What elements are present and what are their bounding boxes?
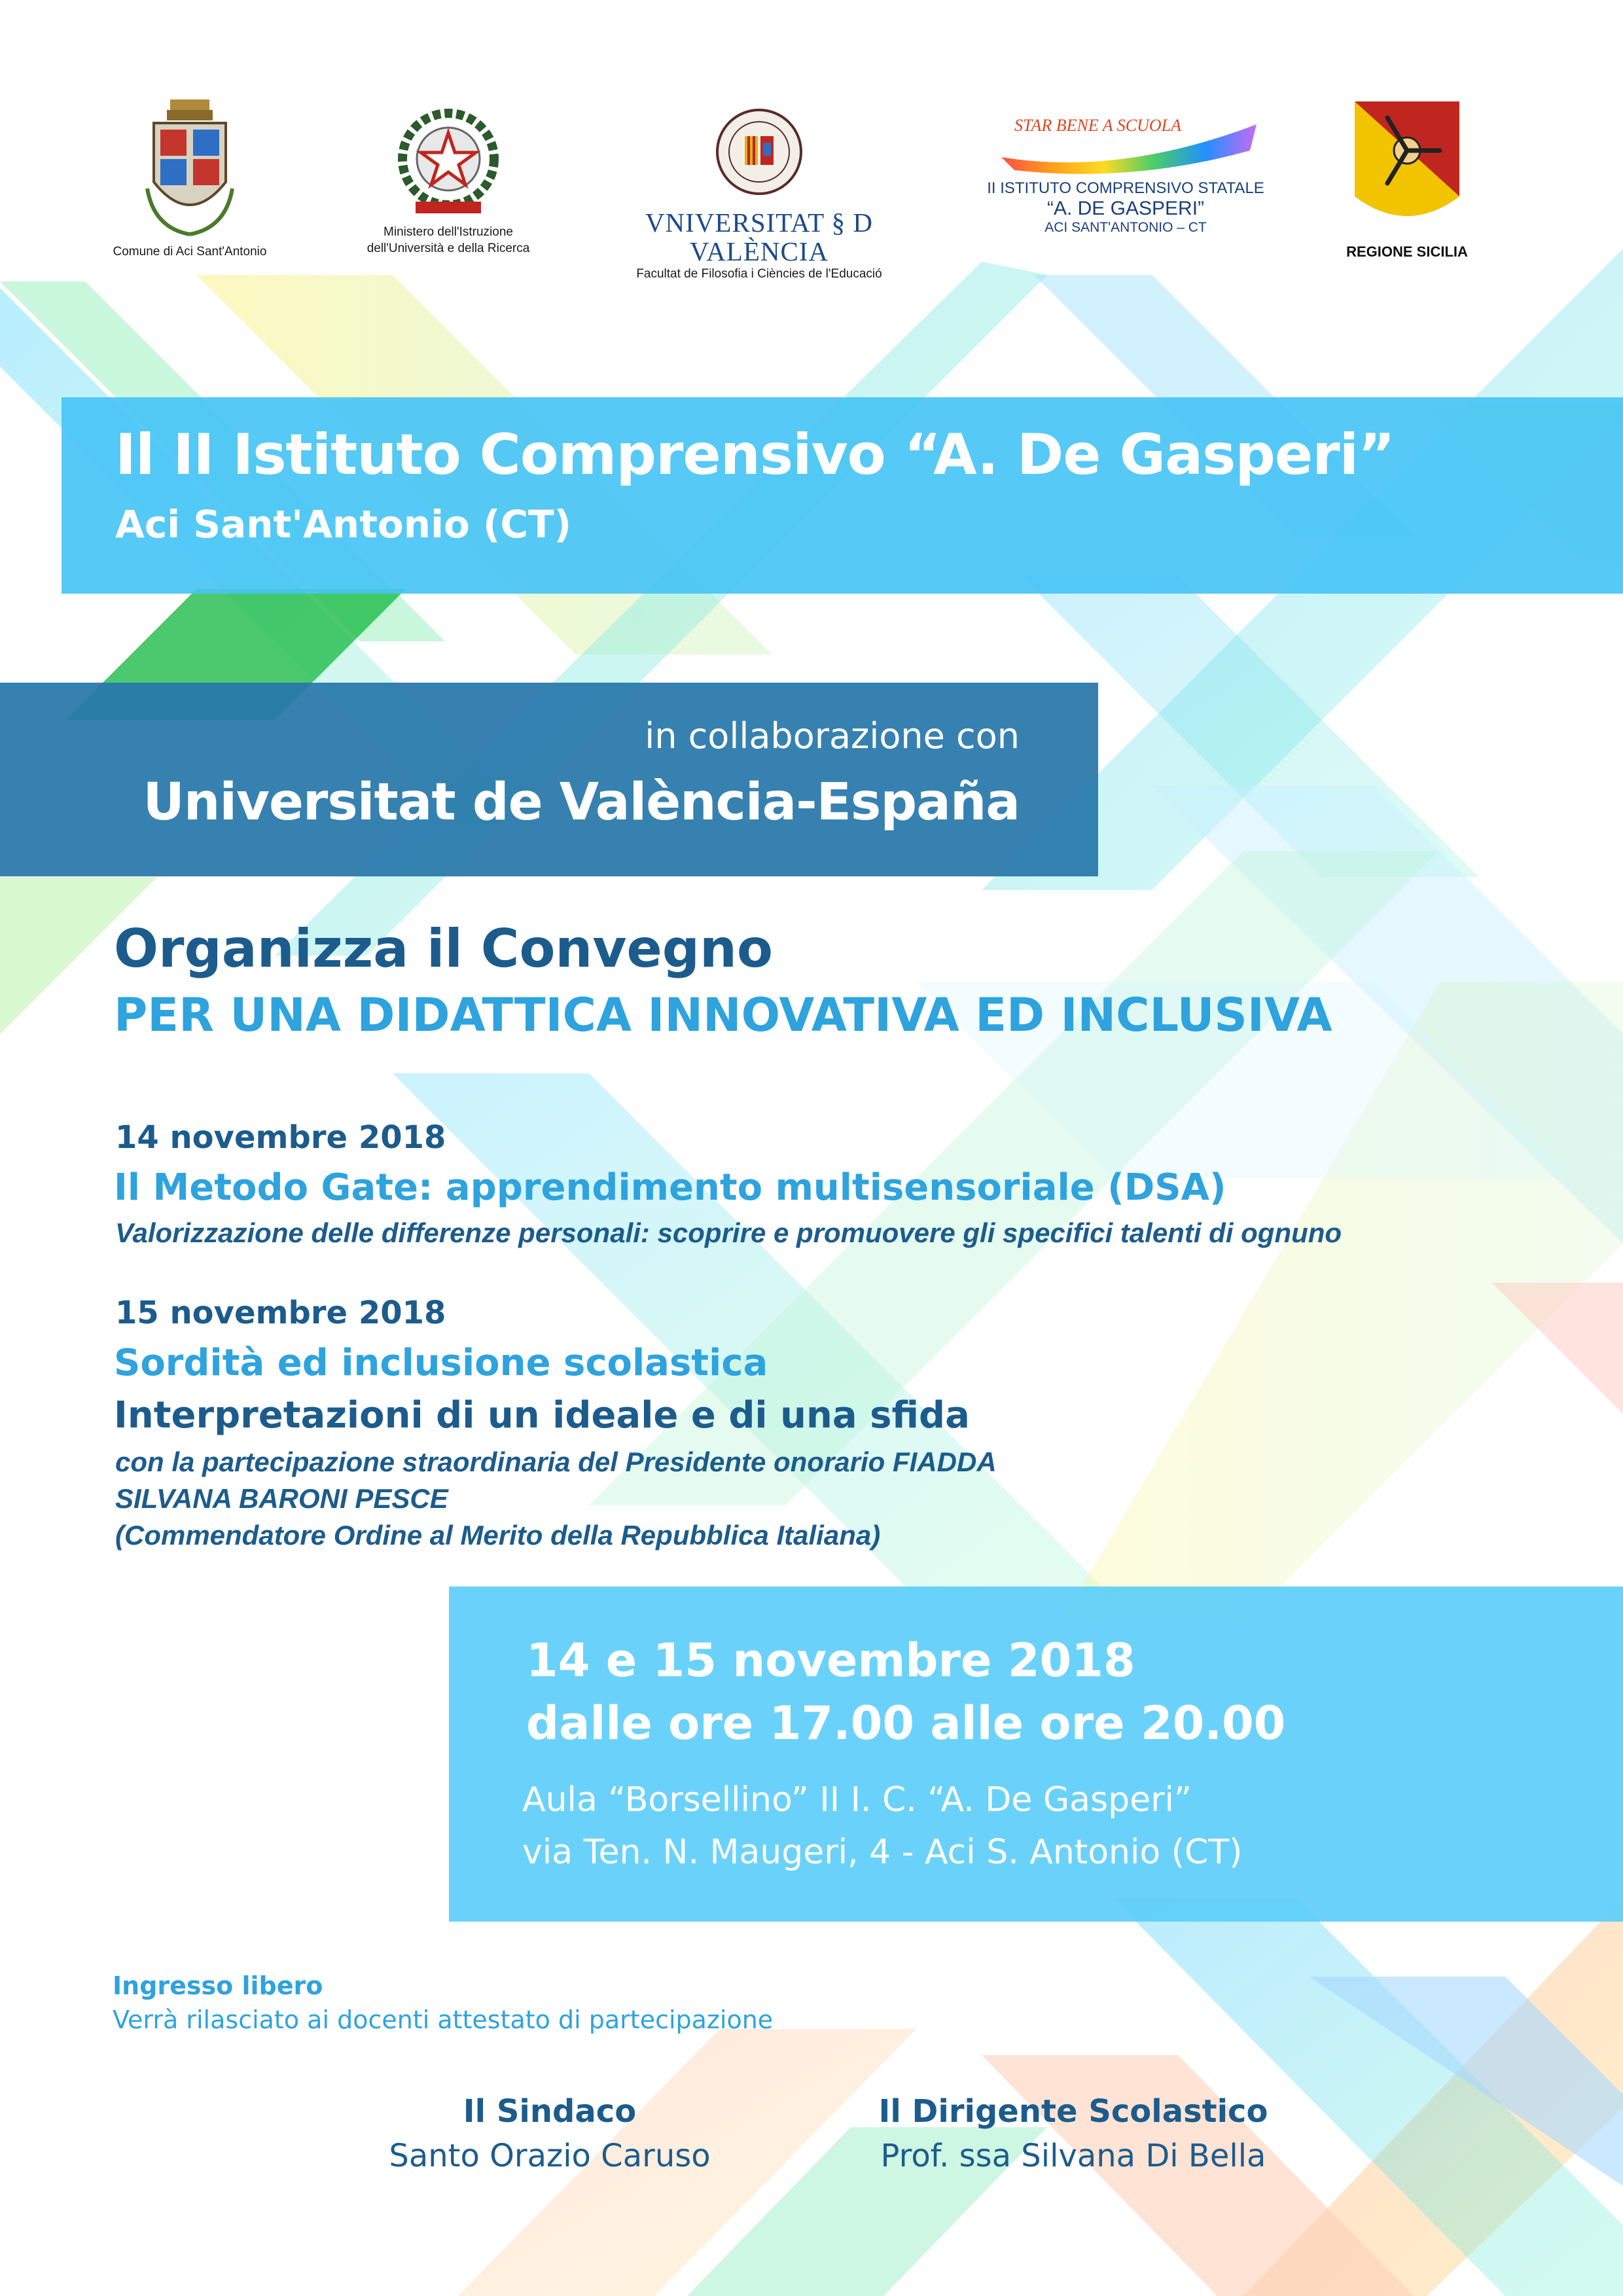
convegno-heading: Organizza il Convegno bbox=[114, 918, 773, 979]
signature-principal-role: Il Dirigente Scolastico bbox=[878, 2093, 1268, 2130]
session-2-note-3: (Commendatore Ordine al Merito della Repubblica Italiana) bbox=[115, 1520, 881, 1551]
signature-principal-name: Prof. ssa Silvana Di Bella bbox=[880, 2138, 1266, 2174]
session-1-description: Valorizzazione delle differenze personali: scoprire e promuovere gli specifici talenti di ognuno bbox=[115, 1217, 1342, 1248]
logo-miur bbox=[340, 103, 556, 257]
session-2-title-1: Sordità ed inclusione scolastica bbox=[114, 1342, 768, 1384]
signature-mayor-name: Santo Orazio Caruso bbox=[389, 2138, 711, 2174]
session-2-note-2: SILVANA BARONI PESCE bbox=[115, 1483, 448, 1514]
session-2-note-1: con la partecipazione straordinaria del Presidente onorario FIADDA bbox=[115, 1446, 997, 1477]
session-2-title-2: Interpretazioni di un ideale e di una sfida bbox=[114, 1394, 970, 1437]
regione-caption: REGIONE SICILIA bbox=[1346, 243, 1468, 260]
session-1-date: 14 novembre 2018 bbox=[115, 1119, 446, 1156]
collaboration-banner bbox=[0, 683, 1098, 876]
collab-partner: Universitat de València-España bbox=[143, 773, 1020, 832]
uv-wordmark: VNIVERSITAT § D VALÈNCIA bbox=[645, 207, 874, 266]
miur-caption-1: Ministero dell'Istruzione bbox=[383, 225, 513, 239]
signature-mayor-role: Il Sindaco bbox=[463, 2093, 637, 2130]
entry-label: Ingresso libero bbox=[113, 1971, 323, 2000]
istituto-place: Aci Sant'Antonio (CT) bbox=[115, 502, 572, 547]
collab-intro: in collaborazione con bbox=[645, 715, 1020, 757]
logo-regione-sicilia bbox=[1329, 98, 1486, 260]
convegno-subtitle: PER UNA DIDATTICA INNOVATIVA ED INCLUSIVA bbox=[114, 988, 1332, 1042]
uv-caption: Facultat de Filosofia i Ciències de l'Educació bbox=[636, 267, 882, 281]
event-address: via Ten. N. Maugeri, 4 - Aci S. Antonio (CT) bbox=[522, 1833, 1243, 1872]
ic-line-2: “A. DE GASPERI” bbox=[1046, 198, 1205, 219]
event-room: Aula “Borsellino” II I. C. “A. De Gasperi” bbox=[522, 1780, 1192, 1820]
event-hours: dalle ore 17.00 alle ore 20.00 bbox=[526, 1696, 1286, 1750]
trinacria-shield-icon bbox=[1348, 98, 1466, 236]
rainbow-swoosh-icon bbox=[988, 98, 1263, 177]
signature-mayor bbox=[353, 2093, 746, 2174]
logo-comune bbox=[92, 97, 288, 260]
date-location-box bbox=[449, 1587, 1623, 1922]
istituto-title: Il II Istituto Comprensivo “A. De Gasperi” bbox=[115, 422, 1395, 488]
signature-principal bbox=[844, 2093, 1302, 2174]
entry-note: Verrà rilasciato ai docenti attestato di partecipazione bbox=[113, 2005, 774, 2034]
ic-slogan: STAR BENE A SCUOLA bbox=[1014, 116, 1181, 135]
logo-universitat-valencia bbox=[589, 105, 929, 282]
session-2-date: 15 novembre 2018 bbox=[115, 1295, 446, 1331]
university-of-valencia-seal-icon bbox=[713, 105, 805, 203]
comune-coat-of-arms-icon bbox=[141, 97, 239, 241]
logo-istituto-comprensivo bbox=[969, 98, 1283, 236]
italian-republic-emblem-icon bbox=[393, 103, 504, 221]
ic-line-3: ACI SANT'ANTONIO – CT bbox=[1044, 220, 1207, 235]
session-1-title: Il Metodo Gate: apprendimento multisensoriale (DSA) bbox=[114, 1166, 1226, 1209]
event-dates: 14 e 15 novembre 2018 bbox=[526, 1634, 1135, 1687]
ic-line-1: II ISTITUTO COMPRENSIVO STATALE bbox=[987, 179, 1264, 197]
miur-caption-2: dell'Università e della Ricerca bbox=[366, 242, 530, 255]
comune-caption: Comune di Aci Sant'Antonio bbox=[113, 245, 267, 259]
istituto-banner bbox=[62, 397, 1623, 594]
